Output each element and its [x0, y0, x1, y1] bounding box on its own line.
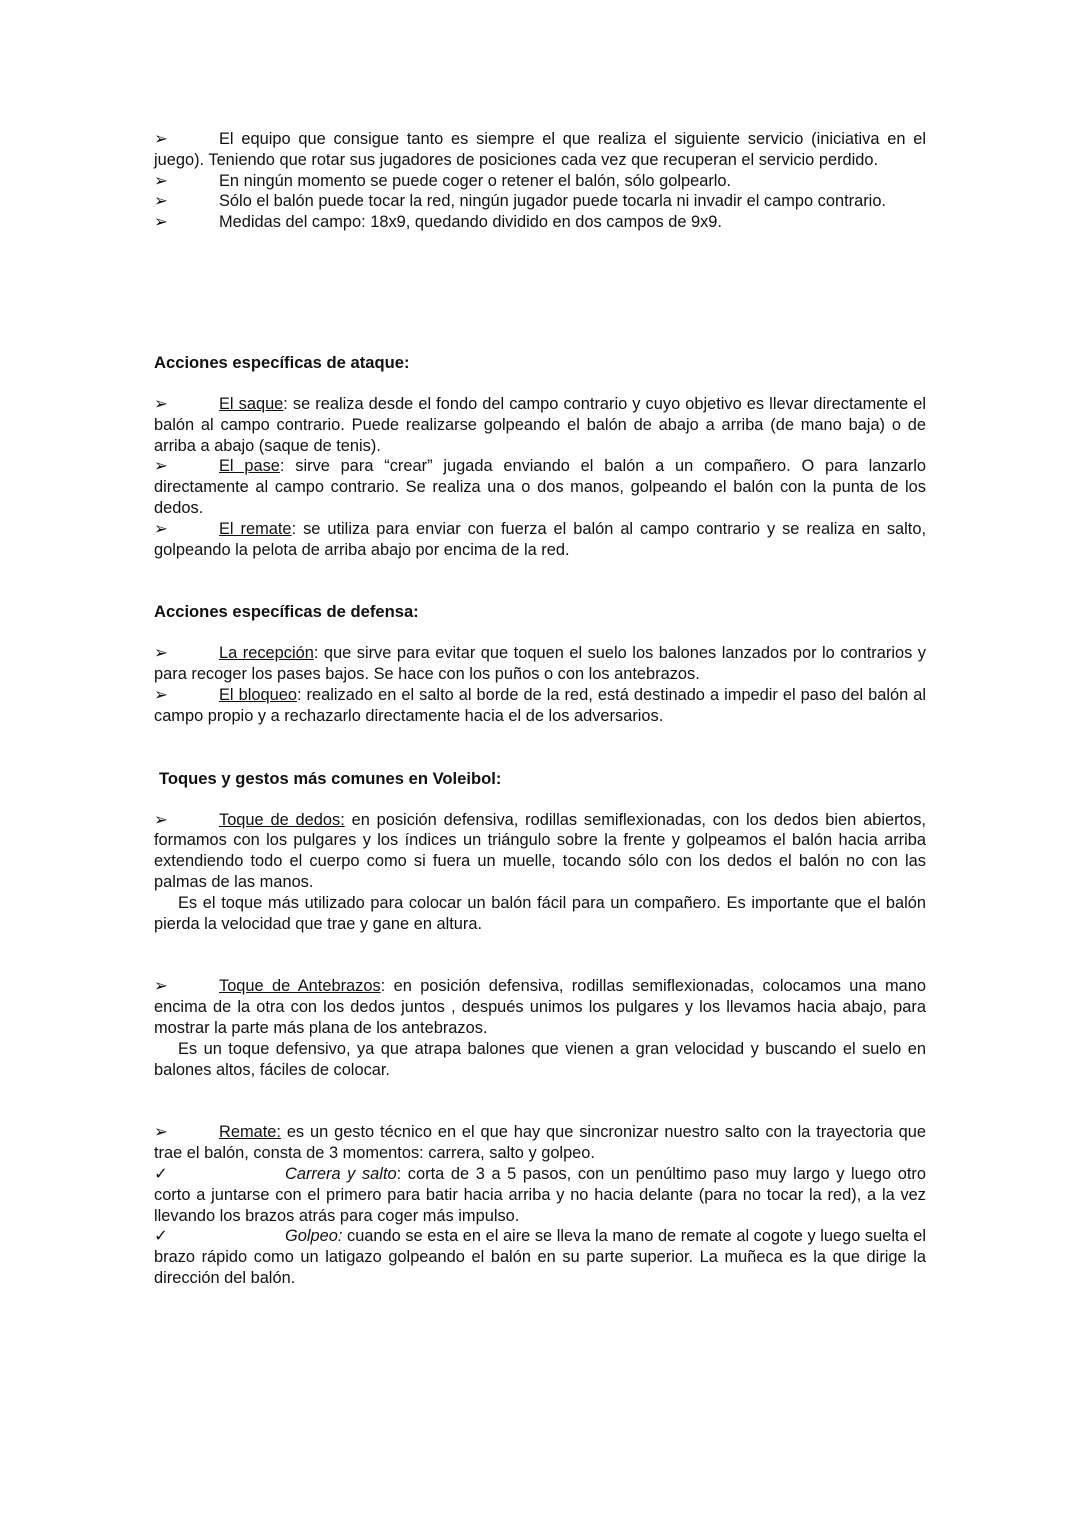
- term: El remate: [219, 519, 292, 538]
- term: La recepción: [219, 644, 314, 663]
- term: Golpeo:: [285, 1227, 343, 1246]
- arrow-bullet-icon: ➢: [154, 644, 168, 663]
- arrow-bullet-icon: ➢: [154, 685, 168, 704]
- arrow-bullet-icon: ➢: [154, 192, 168, 211]
- arrow-bullet-icon: ➢: [154, 977, 168, 996]
- touch-antebrazos: ➢ Toque de Antebrazos: en posición defensiva, rodillas semiflexionadas, colocamos una mano encima de la otra con los dedos juntos , después unimos los pulgares y los llevamos hacia abajo, para mostrar la parte más plana de los antebrazos.: [154, 977, 926, 1037]
- term: El saque: [219, 394, 284, 413]
- term: Remate:: [219, 1123, 281, 1142]
- defense-item-bloqueo: ➢ El bloqueo: realizado en el salto al borde de la red, está destinado a impedir el paso del balón al campo propio y a rechazarlo directamente hacia el de los adversarios.: [154, 685, 927, 725]
- defense-item-recepcion: ➢ La recepción: que sirve para evitar que toquen el suelo los balones lanzados por lo contrarios y para recoger los pases bajos. Se hace con los puños o con los antebrazos.: [154, 644, 926, 684]
- arrow-bullet-icon: ➢: [154, 394, 168, 413]
- rule-2: ➢ En ningún momento se puede coger o retener el balón, sólo golpearlo.: [154, 171, 732, 190]
- rule-1: ➢ El equipo que consigue tanto es siempre el que realiza el siguiente servicio (iniciativa en el juego). Teniendo que rotar sus jugadores de posiciones cada vez que recuperan el servicio perdido.: [154, 130, 926, 169]
- touch-remate: ➢ Remate: es un gesto técnico en el que hay que sincronizar nuestro salto con la trayectoria que trae el balón, consta de 3 momentos: carrera, salto y golpeo.: [154, 1123, 926, 1163]
- touches-heading: Toques y gestos más comunes en Voleibol:: [159, 768, 502, 788]
- remate-sub-golpeo: ✓ Golpeo: cuando se esta en el aire se lleva la mano de remate al cogote y luego suelta el brazo rápido como un latigazo golpeando el balón en su parte superior. La muñeca es la que dirige la dirección del balón.: [154, 1227, 926, 1287]
- remate-sub-carrera: ✓ Carrera y salto: corta de 3 a 5 pasos, con un penúltimo paso muy largo y luego otro corto a juntarse con el primero para batir hacia arriba y no hacia delante (para no tocar la red), a la vez llevando los brazos atrás para coger más impulso.: [154, 1164, 927, 1225]
- attack-item-remate: ➢ El remate: se utiliza para enviar con fuerza el balón al campo contrario y se realiza en salto, golpeando la pelota de arriba abajo por encima de la red.: [154, 519, 927, 559]
- touch-dedos-note: Es el toque más utilizado para colocar un balón fácil para un compañero. Es importante que el balón pierda la velocidad que trae y gane en altura.: [154, 893, 926, 933]
- term: Toque de dedos:: [219, 810, 345, 829]
- touch-dedos: ➢ Toque de dedos: en posición defensiva, rodillas semiflexionadas, con los dedos bien abiertos, formamos con los pulgares y los índices un triángulo sobre la frente y golpeamos el balón hacia arriba extendiendo todo el cuerpo como si fuera un muelle, tocando sólo con los dedos el balón no con las palmas de las manos.: [154, 810, 926, 891]
- rule-4: ➢ Medidas del campo: 18x9, quedando dividido en dos campos de 9x9.: [154, 213, 722, 232]
- defense-heading: Acciones específicas de defensa:: [154, 602, 419, 622]
- term: El pase: [219, 457, 280, 476]
- arrow-bullet-icon: ➢: [154, 213, 168, 232]
- arrow-bullet-icon: ➢: [154, 457, 168, 476]
- arrow-bullet-icon: ➢: [154, 1123, 168, 1142]
- arrow-bullet-icon: ➢: [154, 810, 168, 829]
- attack-heading: Acciones específicas de ataque:: [154, 352, 410, 372]
- term: Toque de Antebrazos: [219, 977, 381, 996]
- check-bullet-icon: ✓: [154, 1227, 168, 1246]
- rule-3: ➢ Sólo el balón puede tocar la red, ningún jugador puede tocarla ni invadir el campo contrario.: [154, 192, 886, 211]
- check-bullet-icon: ✓: [154, 1164, 168, 1183]
- term: El bloqueo: [219, 685, 297, 704]
- arrow-bullet-icon: ➢: [154, 519, 168, 538]
- document-page: [154, 129, 926, 1289]
- attack-item-pase: ➢ El pase: sirve para “crear” jugada enviando el balón a un compañero. O para lanzarlo directamente al campo contrario. Se realiza una o dos manos, golpeando el balón con la punta de los dedos.: [154, 457, 926, 517]
- term: Carrera y salto: [285, 1164, 397, 1183]
- touch-antebrazos-note: Es un toque defensivo, ya que atrapa balones que vienen a gran velocidad y buscando el suelo en balones altos, fáciles de colocar.: [154, 1039, 926, 1079]
- arrow-bullet-icon: ➢: [154, 171, 168, 190]
- arrow-bullet-icon: ➢: [154, 130, 168, 148]
- attack-item-saque: ➢ El saque: se realiza desde el fondo del campo contrario y cuyo objetivo es llevar directamente el balón al campo contrario. Puede realizarse golpeando el balón de abajo a arriba (de mano baja) o de arriba a abajo (saque de tenis).: [154, 394, 926, 455]
